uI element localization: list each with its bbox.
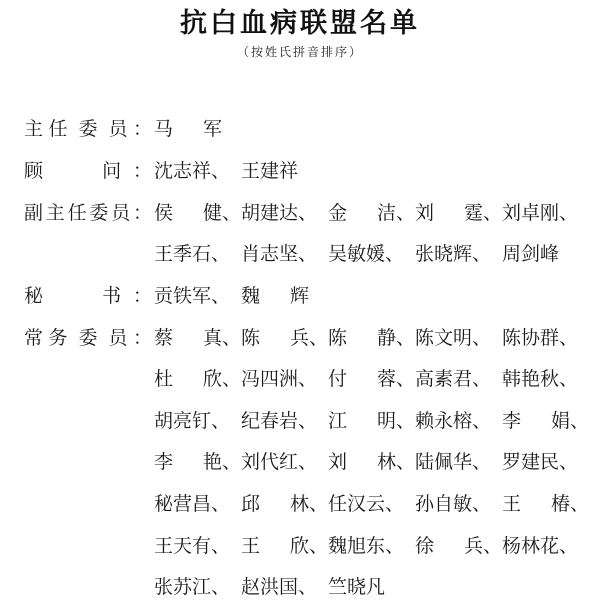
member-name: 侯 健 、: [154, 202, 242, 224]
member-name: 吴敏媛、: [328, 243, 405, 265]
member-name: 陈文明、: [415, 327, 492, 349]
member-row-standing-member: [0, 323, 600, 353]
member-name: 胡亮钉、: [154, 410, 231, 432]
member-name: 赵洪国、: [241, 576, 318, 598]
document-subtitle: （按姓氏拼音排序）: [236, 45, 363, 59]
member-name: 高素君、: [415, 368, 492, 390]
role-label: 副 主 任 委 员 ：: [24, 202, 152, 224]
member-name: 冯四洲、: [241, 368, 318, 390]
member-name: 王季石、: [154, 243, 231, 265]
member-name: 李 娟 、: [502, 410, 590, 432]
member-row-standing-member: [0, 489, 600, 519]
member-name: 付 蓉 、: [328, 368, 416, 390]
member-name: 江 明 、: [328, 410, 416, 432]
member-name: 纪春岩、: [241, 410, 318, 432]
member-name: 沈志祥、: [154, 160, 231, 182]
member-name: 金 洁 、: [328, 202, 416, 224]
member-row-standing-member: [0, 572, 600, 602]
member-row-standing-member: [0, 406, 600, 436]
member-name: 任汉云、: [328, 493, 405, 515]
member-name: 罗建民、: [502, 451, 579, 473]
member-name: 周剑峰: [502, 243, 560, 265]
member-name: 杨林花、: [502, 535, 579, 557]
role-label: 顾 问 ：: [24, 160, 152, 182]
member-row-standing-member: [0, 531, 600, 561]
member-name: 刘 林 、: [328, 451, 416, 473]
member-row-deputy-director: [0, 198, 600, 228]
member-name: 刘 霆 、: [415, 202, 503, 224]
member-name: 杜 欣 、: [154, 368, 242, 390]
member-name: 王建祥: [241, 160, 299, 182]
member-name: 马 军: [154, 118, 222, 140]
member-name: 刘卓刚、: [502, 202, 579, 224]
member-row-secretary: [0, 281, 600, 311]
member-name: 陆佩华、: [415, 451, 492, 473]
member-name: 秘营昌、: [154, 493, 231, 515]
member-row-standing-member: [0, 447, 600, 477]
member-name: 孙自敏、: [415, 493, 492, 515]
member-name: 肖志坚、: [241, 243, 318, 265]
member-name: 王 椿 、: [502, 493, 590, 515]
member-name: 赖永榕、: [415, 410, 492, 432]
member-row-director: [0, 114, 600, 144]
member-name: 魏 辉: [241, 285, 309, 307]
role-label: 常 务 委 员 ：: [24, 327, 152, 349]
member-name: 贡铁军、: [154, 285, 231, 307]
role-label: 主 任 委 员 ：: [24, 118, 152, 140]
member-name: 魏旭东、: [328, 535, 405, 557]
member-name: 陈 静 、: [328, 327, 416, 349]
member-name: 韩艳秋、: [502, 368, 579, 390]
member-name: 刘代红、: [241, 451, 318, 473]
role-label: 秘 书 ：: [24, 285, 152, 307]
document-title: 抗白血病联盟名单: [180, 8, 420, 39]
member-row-deputy-director: [0, 239, 600, 269]
member-name: 陈 兵 、: [241, 327, 329, 349]
member-name: 胡建达、: [241, 202, 318, 224]
member-name: 邱 林 、: [241, 493, 329, 515]
member-name: 王 欣 、: [241, 535, 329, 557]
member-row-consultant: [0, 156, 600, 186]
member-row-standing-member: [0, 364, 600, 394]
member-name: 竺晓凡: [328, 576, 386, 598]
member-name: 李 艳 、: [154, 451, 242, 473]
member-name: 张晓辉、: [415, 243, 492, 265]
member-name: 蔡 真 、: [154, 327, 242, 349]
member-name: 徐 兵 、: [415, 535, 503, 557]
member-name: 张苏江、: [154, 576, 231, 598]
member-name: 王天有、: [154, 535, 231, 557]
member-name: 陈协群、: [502, 327, 579, 349]
